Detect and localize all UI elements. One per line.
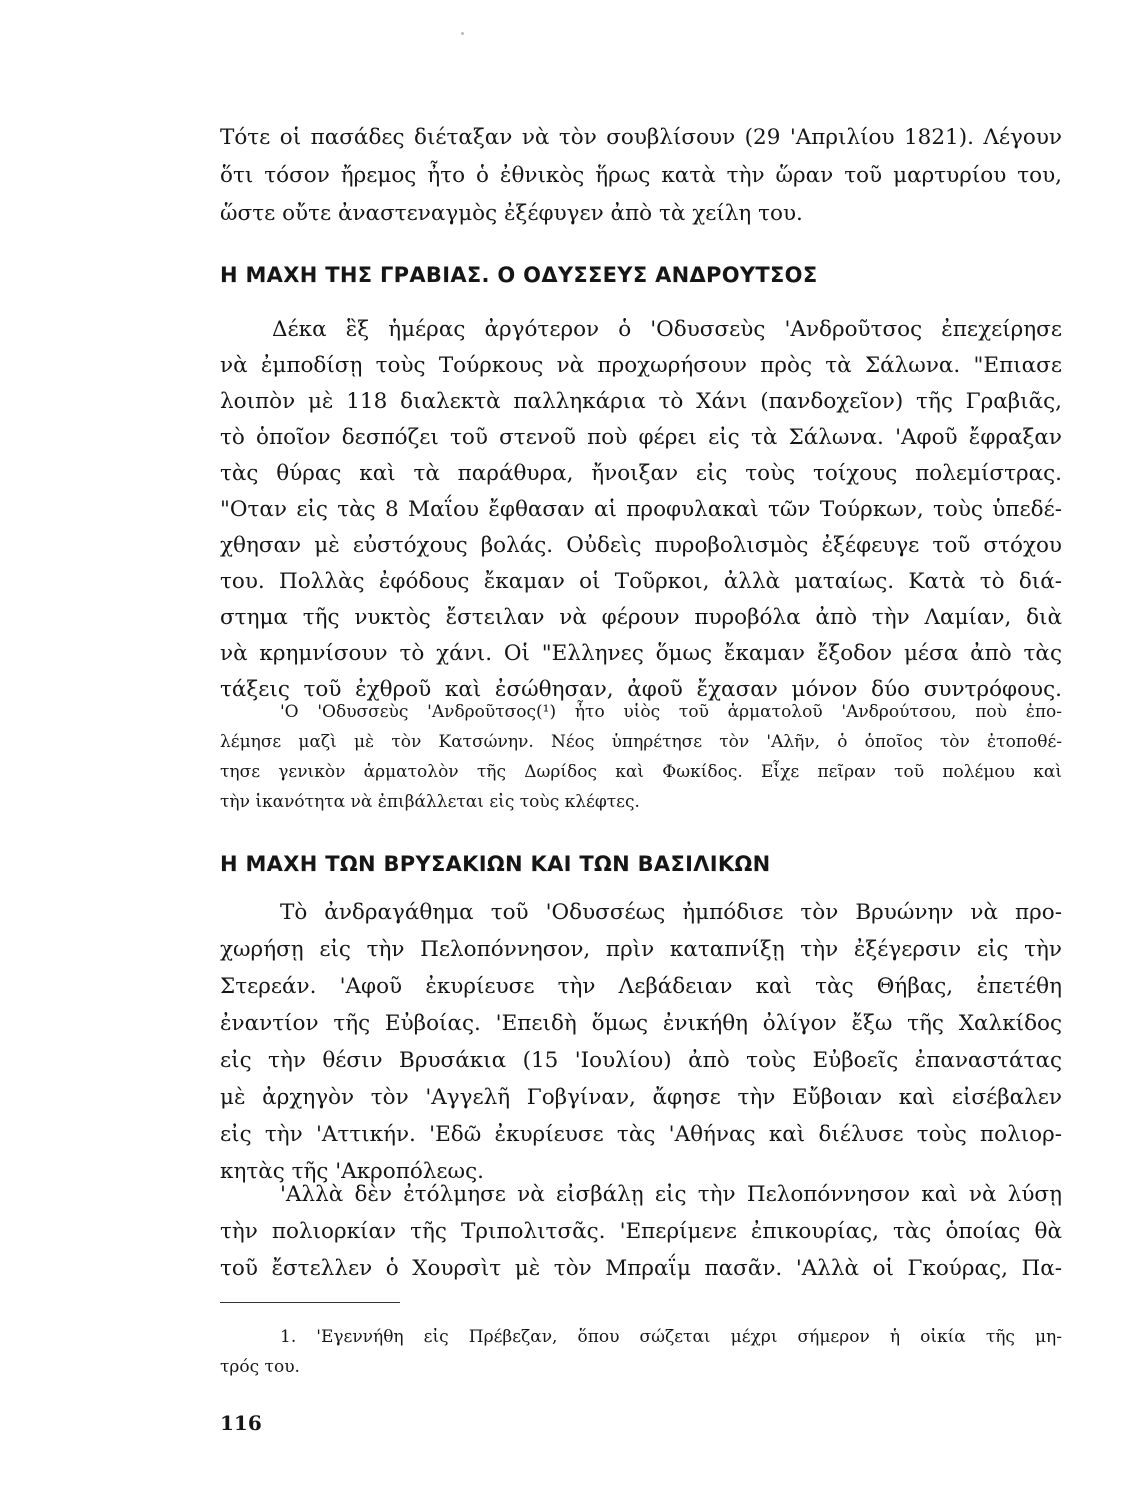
paragraph-line: τὰς θύρας καὶ τὰ παράθυρα, ἤνοιξαν εἰς τοὺς τοίχους πολεμίστρας. — [220, 461, 1062, 486]
paragraph-line: εἰς τὴν θέσιν Βρυσάκια (15 'Ιουλίου) ἀπὸ τοὺς Εὐβοεῖς ἐπαναστάτας — [220, 1048, 1062, 1073]
footnote-rule — [220, 1302, 400, 1303]
paragraph-line: "Οταν εἰς τὰς 8 Μαΐου ἔφθασαν αἱ προφυλακαὶ τῶν Τούρκων, τοὺς ὑπεδέ- — [220, 497, 1062, 522]
biography-line: τὴν ἱκανότητα νὰ ἐπιβάλλεται εἰς τοὺς κλέφτες. — [220, 792, 640, 812]
paragraph-line: Στερεάν. 'Αφοῦ ἐκυρίευσε τὴν Λεβάδειαν καὶ τὰς Θήβας, ἐπετέθη — [220, 974, 1062, 999]
paper-speck — [461, 32, 464, 35]
biography-line: 'Ο 'Οδυσσεὺς 'Ανδροῦτσος(¹) ἦτο υἱὸς τοῦ ἁρματολοῦ 'Ανδρούτσου, ποὺ ἐπο- — [280, 702, 1062, 722]
paragraph-line: χθησαν μὲ εὐστόχους βολάς. Οὐδεὶς πυροβολισμὸς ἐξέφευγε τοῦ στόχου — [220, 533, 1062, 558]
paragraph-line: κητὰς τῆς 'Ακροπόλεως. — [220, 1159, 484, 1184]
paragraph-line: λοιπὸν μὲ 118 διαλεκτὰ παλληκάρια τὸ Χάνι (πανδοχεῖον) τῆς Γραβιᾶς, — [220, 389, 1062, 414]
paragraph-line: μὲ ἀρχηγὸν τὸν 'Αγγελῆ Γοβγίναν, ἄφησε τὴν Εὔβοιαν καὶ εἰσέβαλεν — [220, 1085, 1062, 1110]
section-heading-gravia: Η ΜΑΧΗ ΤΗΣ ΓΡΑΒΙΑΣ. Ο ΟΔΥΣΣΕΥΣ ΑΝΔΡΟΥΤΣΟΣ — [220, 263, 818, 287]
paragraph-line: ἐναντίον τῆς Εὐβοίας. 'Επειδὴ ὅμως ἐνικήθη ὀλίγον ἔξω τῆς Χαλκίδος — [220, 1011, 1062, 1036]
paragraph-line: Δέκα ἓξ ἡμέρας ἀργότερον ὁ 'Οδυσσεὺς 'Ανδροῦτσος ἐπεχείρησε — [272, 317, 1062, 342]
footnote-line: τρός του. — [220, 1357, 300, 1377]
paragraph-line: χωρήσῃ εἰς τὴν Πελοπόννησον, πρὶν καταπνίξῃ τὴν ἐξέγερσιν εἰς τὴν — [220, 937, 1062, 962]
paragraph-line: τὸ ὁποῖον δεσπόζει τοῦ στενοῦ ποὺ φέρει εἰς τὰ Σάλωνα. 'Αφοῦ ἔφραξαν — [220, 425, 1062, 450]
paragraph-line: 'Αλλὰ δὲν ἐτόλμησε νὰ εἰσβάλῃ εἰς τὴν Πελοπόννησον καὶ νὰ λύσῃ — [280, 1182, 1062, 1207]
paragraph-line: τάξεις τοῦ ἐχθροῦ καὶ ἐσώθησαν, ἀφοῦ ἔχασαν μόνον δύο συντρόφους. — [220, 677, 1062, 702]
intro-line: ὅτι τόσον ἤρεμος ἦτο ὁ ἐθνικὸς ἥρως κατὰ τὴν ὥραν τοῦ μαρτυρίου του, — [220, 163, 1062, 188]
biography-line: λέμησε μαζὶ μὲ τὸν Κατσώνην. Νέος ὑπηρέτησε τὸν 'Αλῆν, ὁ ὁποῖος τὸν ἐτοποθέ- — [220, 732, 1062, 752]
paragraph-line: Τὸ ἀνδραγάθημα τοῦ 'Οδυσσέως ἠμπόδισε τὸν Βρυώνην νὰ προ- — [280, 900, 1062, 925]
paragraph-line: τοῦ ἔστελλεν ὁ Χουρσὶτ μὲ τὸν Μπραΐμ πασᾶν. 'Αλλὰ οἱ Γκούρας, Πα- — [220, 1256, 1062, 1281]
paragraph-line: τὴν πολιορκίαν τῆς Τριπολιτσᾶς. 'Επερίμενε ἐπικουρίας, τὰς ὁποίας θὰ — [220, 1219, 1062, 1244]
intro-line: Τότε οἱ πασάδες διέταξαν νὰ τὸν σουβλίσουν (29 'Απριλίου 1821). Λέγουν — [220, 125, 1062, 150]
page-number: 116 — [220, 1411, 262, 1435]
footnote-line: 1. 'Εγεννήθη εἰς Πρέβεζαν, ὅπου σώζεται μέχρι σήμερον ἡ οἰκία τῆς μη- — [280, 1327, 1062, 1347]
biography-line: τησε γενικὸν ἁρματολὸν τῆς Δωρίδος καὶ Φωκίδος. Εἶχε πεῖραν τοῦ πολέμου καὶ — [220, 762, 1062, 782]
paragraph-line: του. Πολλὰς ἐφόδους ἔκαμαν οἱ Τοῦρκοι, ἀλλὰ ματαίως. Κατὰ τὸ διά- — [220, 569, 1062, 594]
paragraph-line: νὰ κρημνίσουν τὸ χάνι. Οἱ "Ελληνες ὅμως ἔκαμαν ἔξοδον μέσα ἀπὸ τὰς — [220, 641, 1062, 666]
section-heading-vrysakia: Η ΜΑΧΗ ΤΩΝ ΒΡΥΣΑΚΙΩΝ ΚΑΙ ΤΩΝ ΒΑΣΙΛΙΚΩΝ — [220, 852, 771, 876]
paragraph-line: στημα τῆς νυκτὸς ἔστειλαν νὰ φέρουν πυροβόλα ἀπὸ τὴν Λαμίαν, διὰ — [220, 605, 1062, 630]
paragraph-line: νὰ ἐμποδίσῃ τοὺς Τούρκους νὰ προχωρήσουν πρὸς τὰ Σάλωνα. "Επιασε — [220, 353, 1062, 378]
intro-line: ὥστε οὔτε ἀναστεναγμὸς ἐξέφυγεν ἀπὸ τὰ χείλη του. — [220, 201, 803, 226]
paragraph-line: εἰς τὴν 'Αττικήν. 'Εδῶ ἐκυρίευσε τὰς 'Αθήνας καὶ διέλυσε τοὺς πολιορ- — [220, 1122, 1062, 1147]
